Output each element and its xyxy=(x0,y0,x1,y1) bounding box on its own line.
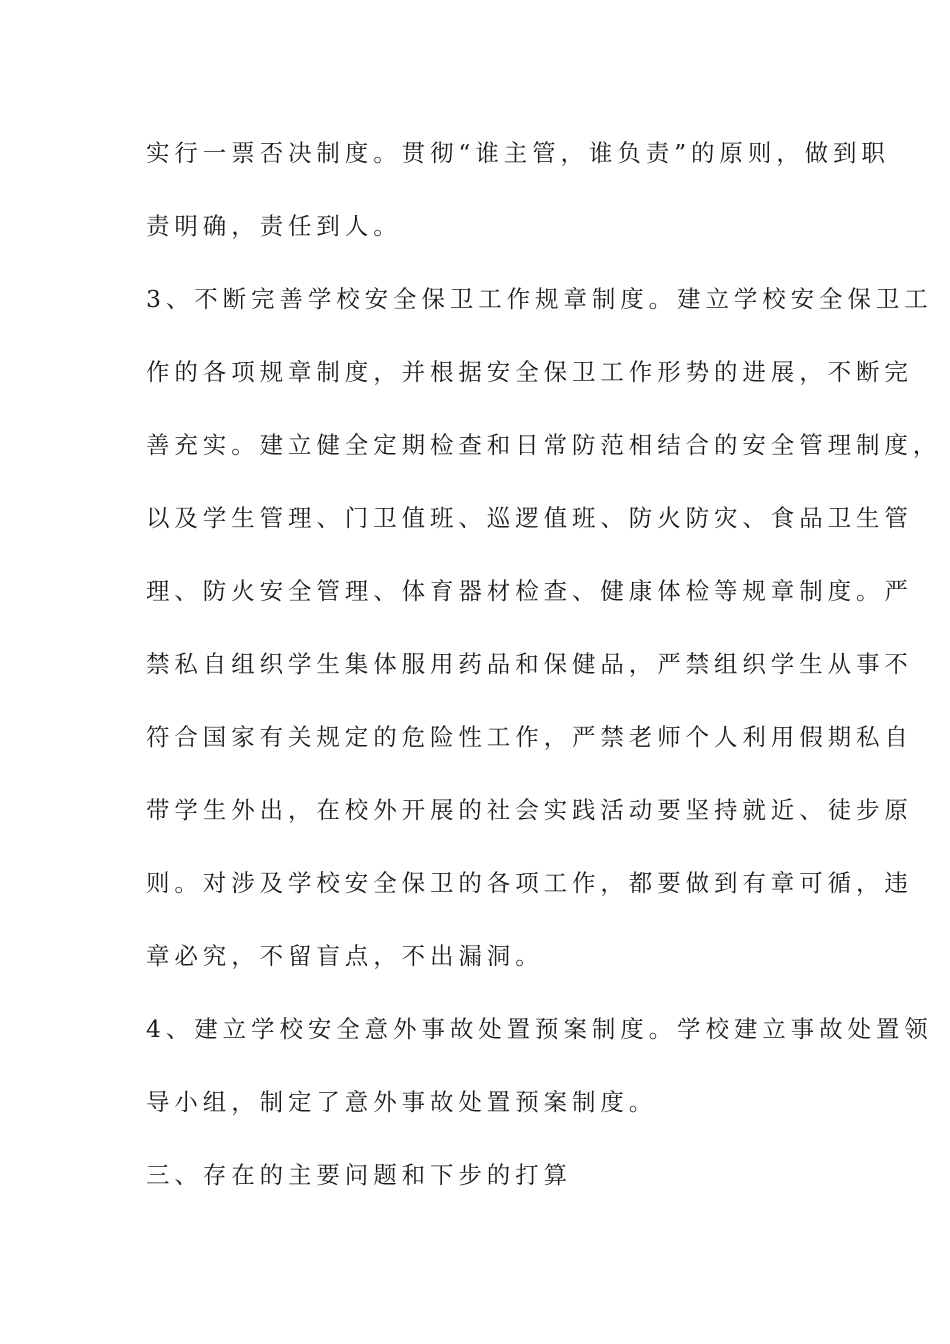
text-line: 善充实。建立健全定期检查和日常防范相结合的安全管理制度， xyxy=(146,431,942,459)
text-line: 作的各项规章制度，并根据安全保卫工作形势的进展，不断完 xyxy=(146,358,913,386)
text-line: 章必究，不留盲点，不出漏洞。 xyxy=(146,942,544,970)
text-line: 理、防火安全管理、体育器材检查、健康体检等规章制度。严 xyxy=(146,577,913,605)
section-heading: 三、存在的主要问题和下步的打算 xyxy=(146,1161,572,1189)
text-line: 以及学生管理、门卫值班、巡逻值班、防火防灾、食品卫生管 xyxy=(146,504,913,532)
text-line: 导小组，制定了意外事故处置预案制度。 xyxy=(146,1088,658,1116)
text-line: 则。对涉及学校安全保卫的各项工作，都要做到有章可循，违 xyxy=(146,869,913,897)
text-line: 带学生外出，在校外开展的社会实践活动要坚持就近、徒步原 xyxy=(146,796,913,824)
text-line: 责明确，责任到人。 xyxy=(146,212,402,240)
text-line: 禁私自组织学生集体服用药品和保健品，严禁组织学生从事不 xyxy=(146,650,913,678)
text-line: 实行一票否决制度。贯彻“谁主管，谁负责”的原则，做到职 xyxy=(146,139,890,167)
text-line: 符合国家有关规定的危险性工作，严禁老师个人利用假期私自 xyxy=(146,723,913,751)
text-line: 4、建立学校安全意外事故处置预案制度。学校建立事故处置领 xyxy=(146,1015,933,1043)
text-line: 3、不断完善学校安全保卫工作规章制度。建立学校安全保卫工 xyxy=(146,285,933,313)
